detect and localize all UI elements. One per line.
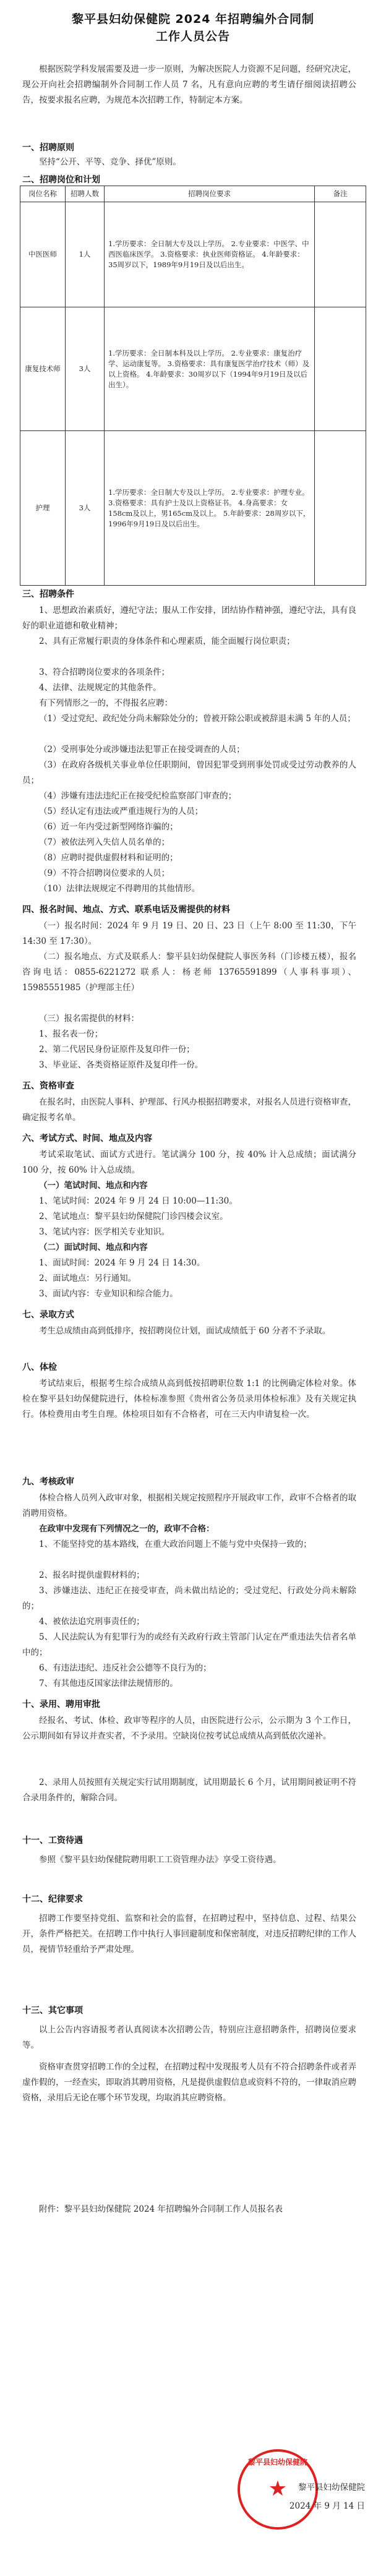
position-count: 3人: [66, 431, 105, 586]
other-item: 资格审查贯穿招聘工作的全过程，在招聘过程中发现报考人员有不符合招聘条件或者弄虚作假的，一经查实，即取消其聘用资格，凡是提供虚假信息或资料不符的，一律取消应聘资格，录用后无论在哪个环节发现，均取消其应聘资格。: [22, 2062, 356, 2103]
review-item: 3、涉嫌违法、违纪正在接受审查，尚未做出结论的；受过党纪、行政处分尚未解除的；: [22, 1586, 356, 1611]
table-header: 岗位名称: [20, 186, 66, 202]
position-note: [315, 307, 366, 431]
registration-item: 3、毕业证、各类资格证原件及复印件一份。: [39, 1060, 204, 1070]
condition-item: 3、符合招聘岗位要求的各项条件；: [39, 667, 170, 677]
condition-item: （5）经认定有违法或严重违规行为的人员；: [39, 807, 204, 816]
section-1-text: 坚持“公开、平等、竞争、择优”原则。: [39, 157, 181, 167]
review-item: 体检合格人员列入政审对象，根据相关规定按照程序开展政审工作，政审不合格者的取消聘用资格。: [22, 1493, 356, 1518]
table-row: [20, 307, 366, 431]
section-6-heading: 六、考试方式、时间、地点及内容: [22, 1134, 152, 1144]
position-requirements: 1.学历要求：全日制大专及以上学历。 2.专业要求：中医学、中西医临床医学。 3.资格要求：执业医师资格证。 4.年龄要求：35周岁以下，1989年9月19日及以后出生。: [105, 202, 315, 307]
hiring-item: 2、录用人员按照有关规定实行试用期制度，试用期最长 6 个月，试用期间被证明不符合录用条件的，解除合同。: [22, 1778, 356, 1803]
signature-org: 黎平县妇幼保健院: [298, 2483, 365, 2493]
condition-item: 1、思想政治素质好，遵纪守法；服从工作安排，团结协作精神强，遵纪守法，具有良好的职业道德和敬业精神；: [22, 605, 356, 631]
condition-item: 2、具有正常履行职责的身体条件和心理素质，能全面履行岗位职责；: [39, 636, 295, 646]
other-item: 以上公告内容请报考者认真阅读本次招聘公告，特别应注意招聘条件，招聘岗位要求等。: [22, 2025, 356, 2050]
exam-item: 2、笔试地点：黎平县妇幼保健院门诊四楼会议室。: [39, 1212, 228, 1222]
section-10-heading: 十、录用、聘用审批: [22, 1700, 100, 1709]
registration-item: 1、报名表一份；: [39, 1029, 103, 1039]
table-row: [20, 202, 366, 307]
section-4-heading: 四、报名时间、地点、方式、联系电话及需提供的材料: [22, 905, 230, 915]
section-5-heading: 五、资格审查: [22, 1081, 74, 1091]
exam-subheading: （二）面试时间、地点和内容: [39, 1243, 148, 1252]
section-11-text: 参照《黎平县妇幼保健院聘用职工工资管理办法》享受工资待遇。: [39, 1855, 281, 1865]
signature-date: 2024 年 9 月 14 日: [289, 2501, 365, 2511]
star-icon: ★: [268, 2476, 288, 2501]
position-requirements: 1.学历要求：全日制本科及以上学历。 2.专业要求：康复治疗学、运动康复等。 3.资格要求：具有康复医学治疗技术（师）及以上资格。 4.年龄要求：30周岁以下（1994年9月19日及以后出生）。: [105, 307, 315, 431]
exam-item: 2、面试地点：另行通知。: [39, 1273, 137, 1283]
review-item: 4、被依法追究刑事责任的；: [39, 1617, 145, 1627]
review-item: 1、不能坚持党的基本路线，在重大政治问题上不能与党中央保持一致的；: [39, 1539, 312, 1549]
registration-item: （二）报名地点、方式及联系人：黎平县妇幼保健院人事医务科（门诊楼五楼），报名咨询电话：0855-6221272 联系人：杨老师 13765591899（人事科事项）、15985551985（护理部主任）: [22, 952, 356, 993]
section-11-heading: 十一、工资待遇: [22, 1836, 83, 1846]
intro-paragraph: 根据医院学科发展需要及进一步一原则，为解决医院人力资源不足问题，经研究决定，现公开向社会招聘编制外合同制工作人员 7 名，凡有意向应聘的考生请仔细阅读招聘公告，按要求报名应聘，为规范本次招聘工作，特制定本方案。: [22, 64, 356, 105]
section-9-heading: 九、考核政审: [22, 1477, 74, 1487]
page-subtitle: 工作人员公告: [155, 30, 230, 43]
position-count: 3人: [66, 307, 105, 431]
condition-item: （2）受刑事处分或涉嫌违法犯罪正在接受调查的人员；: [39, 745, 245, 755]
exam-item: 3、笔试内容：医学相关专业知识。: [39, 1227, 170, 1237]
section-7-text: 考生总成绩由高到低排序，按招聘岗位计划，面试成绩低于 60 分者不予录取。: [39, 1326, 331, 1336]
condition-item: （3）在政府各级机关事业单位任职期间，曾因犯罪受到刑事处罚或受过劳动教养的人员；: [22, 760, 356, 785]
review-item: 6、有违法违纪、违反社会公德等不良行为的；: [39, 1663, 212, 1673]
section-12-heading: 十二、纪律要求: [22, 1894, 83, 1904]
position-name: 中医医师: [20, 202, 66, 307]
page-title: 黎平县妇幼保健院 2024 年招聘编外合同制: [71, 12, 315, 26]
condition-item: （7）被依法列入失信人员名单的；: [39, 837, 170, 847]
condition-item: （10）法律法规规定不得聘用的其他情形。: [39, 884, 200, 894]
review-item: 5、人民法院认为有犯罪行为的或经有关政府行政主管部门认定在严重违法失信者名单中的；: [22, 1632, 356, 1658]
condition-item: （8）应聘时提供虚假材料和证明的；: [39, 853, 178, 863]
table-header: 招聘人数: [66, 186, 105, 202]
position-name: 护理: [20, 431, 66, 586]
registration-item: 2、第二代居民身份证原件及复印件一份；: [39, 1045, 195, 1055]
table-header: 招聘岗位要求: [105, 186, 315, 202]
attachment-note: 附件：黎平县妇幼保健院 2024 年招聘编外合同制工作人员报名表: [39, 2204, 283, 2214]
table-header: 备注: [315, 186, 366, 202]
exam-item: 3、面试内容：专业知识和综合能力。: [39, 1289, 178, 1299]
seal-text: 黎平县妇幼保健院: [247, 2458, 307, 2467]
exam-item: 1、笔试时间：2024 年 9 月 24 日 10:00—11:30。: [39, 1196, 238, 1206]
condition-item: （4）涉嫌有违法违纪正在接受纪检监察部门审查的；: [39, 791, 237, 801]
jobs-table: [20, 186, 366, 586]
section-8-text: 考试结束后，根据考生综合成绩从高到低按招聘职位数 1:1 的比例确定体检对象。体检在黎平县妇幼保健院进行，体检标准参照《贵州省公务员录用体检标准》及有关规定执行。体检费用由考生自理。体检项目如有不合格者，可在三天内申请复检一次。: [22, 1379, 356, 1419]
hiring-item: 经报名、考试、体检、政审等程序的人员，由医院进行公示，公示期为 3 个工作日，公示期间如有异议并查实者，不予录用。空缺岗位按考试总成绩从高到低依次递补。: [22, 1716, 356, 1741]
section-3-heading: 三、招聘条件: [22, 589, 74, 599]
section-7-heading: 七、录取方式: [22, 1310, 74, 1320]
review-item: 在政审中发现有下列情况之一的，政审不合格：: [39, 1524, 215, 1534]
exam-subheading: （一）笔试时间、地点和内容: [39, 1181, 148, 1191]
section-5-text: 在报名时，由医院人事科、护理部、行风办根据招聘要求，对报名人员进行资格审查，确定报考名单。: [22, 1097, 356, 1123]
exam-item: 考试采取笔试、面试方式进行。笔试满分 100 分，按 40% 计入总成绩；面试满分 100 分，按 60% 计入总成绩。: [22, 1150, 356, 1175]
exam-item: 1、面试时间：2024 年 9 月 24 日 14:30。: [39, 1258, 205, 1268]
section-8-heading: 八、体检: [22, 1363, 57, 1372]
section-2-heading: 二、招聘岗位和计划: [22, 175, 100, 185]
section-13-heading: 十三、其它事项: [22, 2006, 83, 2016]
table-header-row: [20, 186, 366, 202]
review-item: 2、报名时提供虚假材料的；: [39, 1570, 145, 1580]
position-note: [315, 202, 366, 307]
position-note: [315, 431, 366, 586]
condition-item: （1）受过党纪、政纪处分尚未解除处分的；曾被开除公职或被辞退未满 5 年的人员；: [39, 714, 356, 724]
position-name: 康复技术师: [20, 307, 66, 431]
review-item: 7、有其他违反国家法律法规情形的。: [39, 1679, 178, 1688]
condition-item: 4、法律、法规规定的其他条件。: [39, 683, 161, 693]
condition-item: （9）不符合招聘岗位要求的人员；: [39, 868, 170, 878]
registration-item: （一）报名时间：2024 年 9 月 19 日、20 日、23 日（上午 8:00 至 11:30，下午 14:30 至 17:30）。: [22, 921, 356, 946]
condition-item: 有下列情形之一的，不得报名应聘：: [39, 698, 173, 708]
section-1-heading: 一、招聘原则: [22, 143, 74, 153]
table-row: [20, 431, 366, 586]
section-12-text: 招聘工作要坚持党组、监察和社会的监督，在招聘过程中，坚持信息、过程、结果公开，条件严格把关。在招聘工作中执行人事回避制度和保密制度，对违反招聘纪律的工作人员，视情节轻重给予严肃处理。: [22, 1914, 356, 1954]
position-count: 1人: [66, 202, 105, 307]
registration-item: （三）报名需提供的材料：: [39, 1014, 139, 1024]
position-requirements: 1.学历要求：全日制大专及以上学历。 2.专业要求：护理专业。 3.资格要求：具有护士及以上资格证书。 4.身高要求：女158cm及以上，男165cm及以上。 5.年龄要求：28周岁以下，1996年9月19日及以后出生。: [105, 431, 315, 586]
condition-item: （6）近一年内受过新型网络诈骗的；: [39, 822, 178, 832]
